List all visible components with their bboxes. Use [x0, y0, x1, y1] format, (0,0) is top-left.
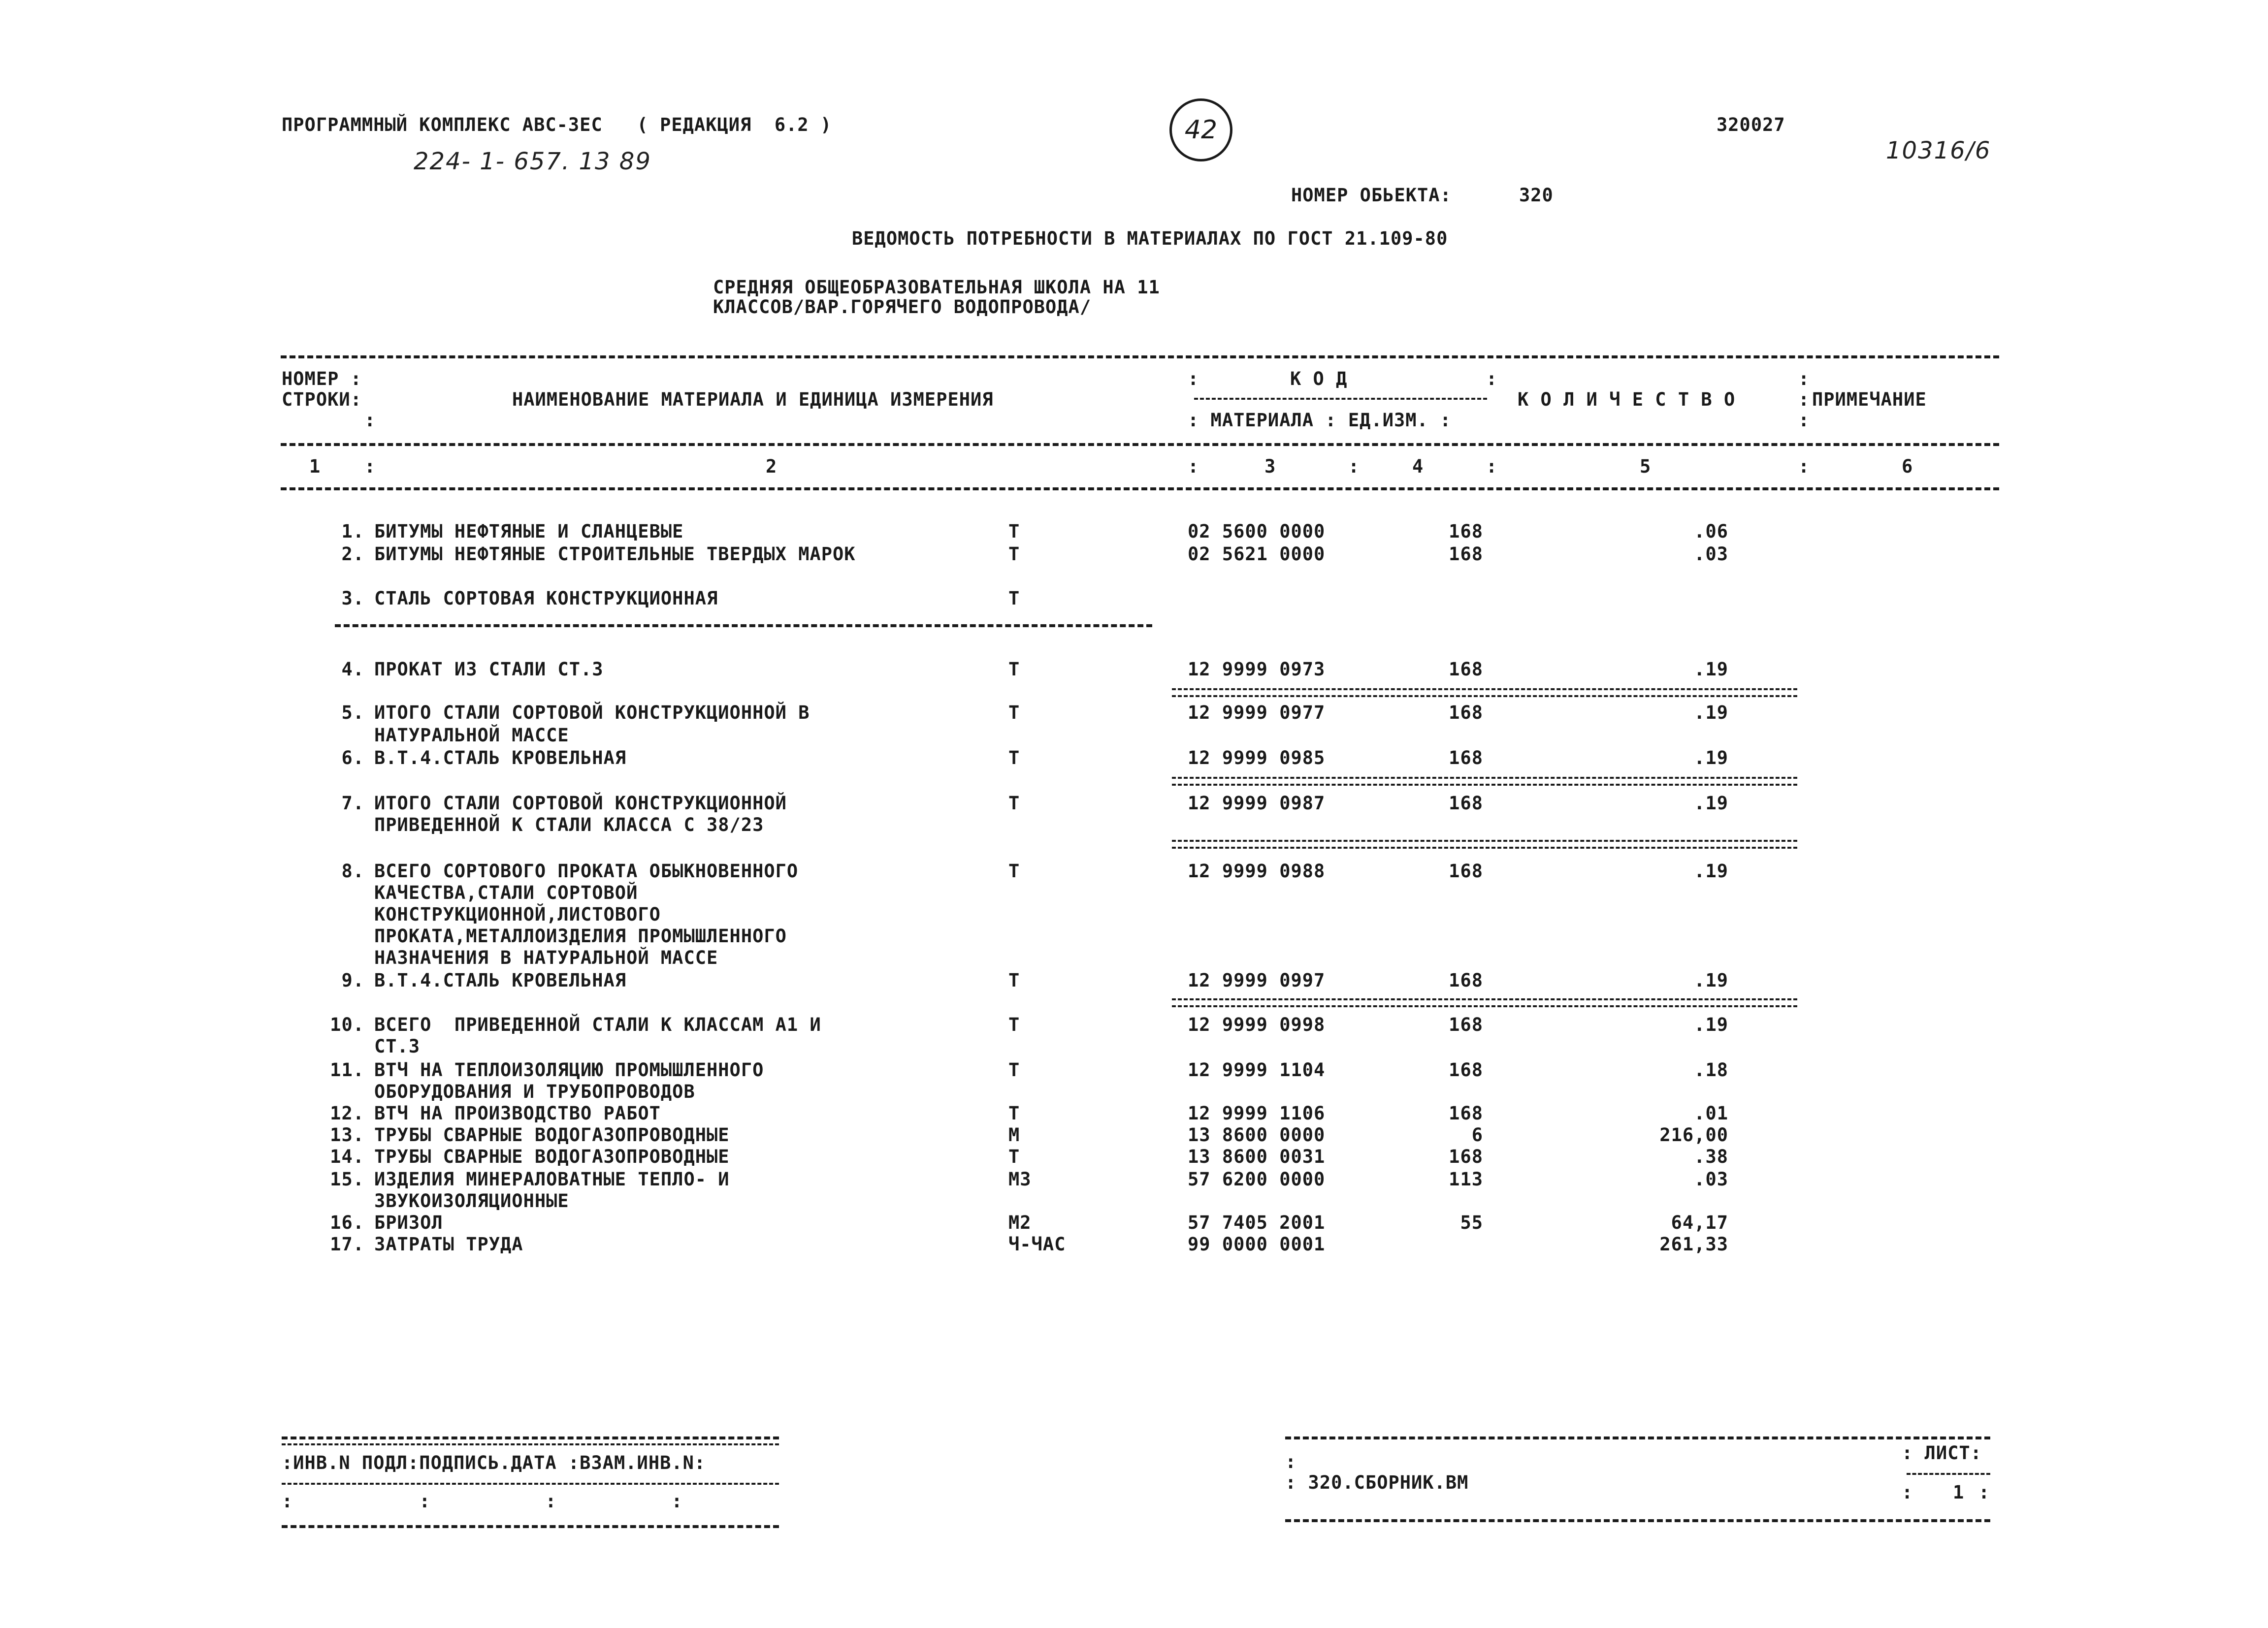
material-name: НАЗНАЧЕНИЯ В НАТУРАЛЬНОЙ МАССЕ — [374, 947, 718, 968]
unit: Т — [1008, 1014, 1020, 1035]
table-row — [0, 861, 2268, 884]
sheet-label: : ЛИСТ: — [1902, 1442, 1982, 1464]
unit-code: 168 — [1449, 1146, 1483, 1167]
quantity: 64,17 — [1671, 1212, 1728, 1233]
material-code: 99 0000 0001 — [1188, 1234, 1326, 1255]
stamp-left-mid-rule — [282, 1483, 779, 1485]
material-code: 12 9999 0985 — [1188, 747, 1326, 768]
table-row — [0, 1212, 2268, 1236]
quantity: 216,00 — [1659, 1124, 1728, 1146]
unit-code: 168 — [1449, 1059, 1483, 1081]
table-row-continuation — [0, 904, 2268, 927]
col-code-subheader: : МАТЕРИАЛА : ЕД.ИЗМ. : — [1188, 410, 1452, 431]
material-name: ТРУБЫ СВАРНЫЕ ВОДОГАЗОПРОВОДНЫЕ — [374, 1146, 730, 1167]
table-row-continuation — [0, 882, 2268, 906]
file-name: : 320.СБОРНИК.ВМ — [1285, 1472, 1469, 1493]
table-row — [0, 970, 2268, 993]
total-double-rule — [1172, 840, 1797, 849]
unit-code: 113 — [1449, 1169, 1483, 1190]
stamp-left-top-rule-2 — [282, 1443, 779, 1445]
unit: Т — [1008, 970, 1020, 991]
quantity: .19 — [1694, 970, 1728, 991]
table-row-continuation — [0, 926, 2268, 949]
table-row — [0, 1124, 2268, 1148]
table-row — [0, 588, 2268, 611]
quantity: .01 — [1694, 1103, 1728, 1124]
unit-code: 168 — [1449, 1014, 1483, 1035]
material-code: 02 5600 0000 — [1188, 521, 1326, 542]
header-separator: : — [1486, 456, 1498, 477]
table-row-continuation — [0, 947, 2268, 971]
header-separator: : — [1798, 389, 1810, 410]
col-number-2: 2 — [766, 456, 778, 477]
material-name: ЗАТРАТЫ ТРУДА — [374, 1234, 523, 1255]
stamp-right-bottom-rule — [1285, 1519, 1990, 1522]
unit-code: 168 — [1449, 793, 1483, 814]
stamp-empty-cells: : : : : — [282, 1491, 683, 1512]
material-name: ВСЕГО СОРТОВОГО ПРОКАТА ОБЫКНОВЕННОГО — [374, 861, 799, 882]
row-number: 13. — [330, 1124, 364, 1146]
unit: Т — [1008, 1146, 1020, 1167]
quantity: .19 — [1694, 702, 1728, 723]
quantity: 261,33 — [1659, 1234, 1728, 1255]
col-number-4: 4 — [1412, 456, 1424, 477]
material-name: ТРУБЫ СВАРНЫЕ ВОДОГАЗОПРОВОДНЫЕ — [374, 1124, 730, 1146]
stamp-left-bottom-rule — [282, 1525, 779, 1528]
unit: Ч-ЧАС — [1008, 1234, 1066, 1255]
material-name: ВТЧ НА ТЕПЛОИЗОЛЯЦИЮ ПРОМЫШЛЕННОГО — [374, 1059, 764, 1081]
header-separator: : — [1188, 368, 1199, 389]
unit: Т — [1008, 747, 1020, 768]
material-code: 12 9999 0973 — [1188, 659, 1326, 680]
unit: М2 — [1008, 1212, 1032, 1233]
material-name: В.Т.4.СТАЛЬ КРОВЕЛЬНАЯ — [374, 747, 627, 768]
col-name-header: НАИМЕНОВАНИЕ МАТЕРИАЛА И ЕДИНИЦА ИЗМЕРЕНИЯ — [512, 389, 994, 410]
col-note-header: ПРИМЕЧАНИЕ — [1812, 389, 1927, 410]
table-top-rule — [281, 355, 1999, 358]
material-code: 12 9999 0998 — [1188, 1014, 1326, 1035]
row-number: 5. — [341, 702, 364, 723]
material-code: 12 9999 1106 — [1188, 1103, 1326, 1124]
code-subheader-rule — [1194, 398, 1487, 400]
quantity: .19 — [1694, 861, 1728, 882]
table-row — [0, 1059, 2268, 1083]
header-separator: : — [364, 410, 376, 431]
material-name: КАЧЕСТВА,СТАЛИ СОРТОВОЙ — [374, 882, 638, 903]
table-row-continuation — [0, 725, 2268, 748]
row-number: 7. — [341, 793, 364, 814]
unit: Т — [1008, 702, 1020, 723]
quantity: .18 — [1694, 1059, 1728, 1081]
material-code: 02 5621 0000 — [1188, 543, 1326, 565]
stamp-separator: : — [1285, 1451, 1297, 1472]
document-title: ВЕДОМОСТЬ ПОТРЕБНОСТИ В МАТЕРИАЛАХ ПО ГОСТ 21.109-80 — [852, 228, 1448, 249]
material-code: 12 9999 0977 — [1188, 702, 1326, 723]
table-row — [0, 1234, 2268, 1257]
material-name: ВТЧ НА ПРОИЗВОДСТВО РАБОТ — [374, 1103, 661, 1124]
table-row — [0, 1169, 2268, 1192]
material-name: БИТУМЫ НЕФТЯНЫЕ И СЛАНЦЕВЫЕ — [374, 521, 684, 542]
header-separator: : — [1348, 456, 1360, 477]
total-double-rule — [1172, 777, 1797, 786]
row-number: 16. — [330, 1212, 364, 1233]
program-name: ПРОГРАММНЫЙ КОМПЛЕКС АВС-3ЕС ( РЕДАКЦИЯ 6.2 ) — [282, 114, 832, 135]
unit: Т — [1008, 1059, 1020, 1081]
table-row — [0, 1014, 2268, 1038]
table-row-continuation — [0, 1190, 2268, 1214]
quantity: .19 — [1694, 659, 1728, 680]
row-number: 10. — [330, 1014, 364, 1035]
total-double-rule — [1172, 998, 1797, 1007]
row-number: 6. — [341, 747, 364, 768]
unit-code: 168 — [1449, 861, 1483, 882]
table-row — [0, 702, 2268, 726]
col-number-3: 3 — [1264, 456, 1276, 477]
material-name: ИТОГО СТАЛИ СОРТОВОЙ КОНСТРУКЦИОННОЙ — [374, 793, 787, 814]
table-row — [0, 1146, 2268, 1170]
material-code: 12 9999 0987 — [1188, 793, 1326, 814]
unit: Т — [1008, 521, 1020, 542]
material-name: СТАЛЬ СОРТОВАЯ КОНСТРУКЦИОННАЯ — [374, 588, 718, 609]
table-row — [0, 659, 2268, 682]
page-number: 42 — [1184, 115, 1218, 145]
col-number-1: 1 — [309, 456, 321, 477]
page-number-circle — [1169, 98, 1232, 161]
unit-code: 168 — [1449, 521, 1483, 542]
table-row-continuation — [0, 814, 2268, 838]
quantity: .38 — [1694, 1146, 1728, 1167]
unit: М3 — [1008, 1169, 1032, 1190]
quantity: .06 — [1694, 521, 1728, 542]
material-code: 57 6200 0000 — [1188, 1169, 1326, 1190]
subtitle-line-1: СРЕДНЯЯ ОБЩЕОБРАЗОВАТЕЛЬНАЯ ШКОЛА НА 11 — [713, 277, 1160, 298]
unit: Т — [1008, 861, 1020, 882]
stamp-left-top-rule — [282, 1436, 779, 1439]
quantity: .19 — [1694, 747, 1728, 768]
handwritten-archive-number: 10316/6 — [1886, 137, 1991, 164]
unit-code: 168 — [1449, 702, 1483, 723]
group-rule — [335, 624, 1152, 627]
subtitle-line-2: КЛАССОВ/ВАР.ГОРЯЧЕГО ВОДОПРОВОДА/ — [713, 296, 1092, 318]
row-number: 17. — [330, 1234, 364, 1255]
header-rule — [281, 443, 1999, 446]
col-quantity-header: К О Л И Ч Е С Т В О — [1518, 389, 1736, 410]
unit: Т — [1008, 793, 1020, 814]
sheet-number: 1 — [1953, 1482, 1965, 1503]
col-number-5: 5 — [1640, 456, 1652, 477]
material-code: 12 9999 0988 — [1188, 861, 1326, 882]
col-row-number-header-2: СТРОКИ: — [282, 389, 362, 410]
unit-code: 168 — [1449, 659, 1483, 680]
material-code: 57 7405 2001 — [1188, 1212, 1326, 1233]
table-row — [0, 543, 2268, 567]
header-separator: : — [1798, 410, 1810, 431]
material-name: КОНСТРУКЦИОННОЙ,ЛИСТОВОГО — [374, 904, 661, 925]
table-row — [0, 747, 2268, 771]
document-code: 320027 — [1717, 114, 1785, 135]
col-code-header: К О Д — [1290, 368, 1348, 389]
material-code: 13 8600 0031 — [1188, 1146, 1326, 1167]
row-number: 11. — [330, 1059, 364, 1081]
row-number: 1. — [341, 521, 364, 542]
material-code: 13 8600 0000 — [1188, 1124, 1326, 1146]
unit: Т — [1008, 1103, 1020, 1124]
material-name: СТ.3 — [374, 1036, 421, 1057]
row-number: 9. — [341, 970, 364, 991]
table-row — [0, 1103, 2268, 1126]
col-number-6: 6 — [1902, 456, 1913, 477]
stamp-labels: :ИНВ.N ПОДЛ:ПОДПИСЬ.ДАТА :ВЗАМ.ИНВ.N: — [282, 1452, 706, 1473]
material-name: ПРОКАТА,МЕТАЛЛОИЗДЕЛИЯ ПРОМЫШЛЕННОГО — [374, 926, 787, 947]
material-name: ПРОКАТ ИЗ СТАЛИ СТ.3 — [374, 659, 604, 680]
quantity: .19 — [1694, 1014, 1728, 1035]
material-name: ПРИВЕДЕННОЙ К СТАЛИ КЛАССА С 38/23 — [374, 814, 764, 835]
row-number: 15. — [330, 1169, 364, 1190]
header-separator: : — [1798, 456, 1810, 477]
unit: Т — [1008, 659, 1020, 680]
header-separator: : — [1188, 456, 1199, 477]
material-name: ЗВУКОИЗОЛЯЦИОННЫЕ — [374, 1190, 569, 1212]
sheet-rule — [1907, 1473, 1990, 1475]
material-name: ОБОРУДОВАНИЯ И ТРУБОПРОВОДОВ — [374, 1081, 695, 1102]
unit: Т — [1008, 543, 1020, 565]
material-name: НАТУРАЛЬНОЙ МАССЕ — [374, 725, 569, 746]
material-name: ВСЕГО ПРИВЕДЕННОЙ СТАЛИ К КЛАССАМ А1 И — [374, 1014, 821, 1035]
quantity: .03 — [1694, 543, 1728, 565]
unit-code: 168 — [1449, 1103, 1483, 1124]
material-name: ИЗДЕЛИЯ МИНЕРАЛОВАТНЫЕ ТЕПЛО- И — [374, 1169, 730, 1190]
header-separator: : — [1486, 368, 1498, 389]
stamp-separator: : — [1902, 1482, 1913, 1503]
table-row-continuation — [0, 1036, 2268, 1059]
stamp-separator: : — [1978, 1482, 1990, 1503]
row-number: 3. — [341, 588, 364, 609]
header-separator: : — [1798, 368, 1810, 389]
unit-code: 168 — [1449, 747, 1483, 768]
unit-code: 168 — [1449, 543, 1483, 565]
unit: М — [1008, 1124, 1020, 1146]
row-number: 4. — [341, 659, 364, 680]
material-code: 12 9999 1104 — [1188, 1059, 1326, 1081]
row-number: 2. — [341, 543, 364, 565]
table-row — [0, 793, 2268, 816]
object-number: 320 — [1519, 185, 1554, 206]
unit-code: 168 — [1449, 970, 1483, 991]
stamp-right-top-rule — [1285, 1436, 1990, 1439]
col-row-number-header-1: НОМЕР : — [282, 368, 362, 389]
column-numbers-rule — [281, 487, 1999, 490]
material-code: 12 9999 0997 — [1188, 970, 1326, 991]
material-name: ИТОГО СТАЛИ СОРТОВОЙ КОНСТРУКЦИОННОЙ В — [374, 702, 810, 723]
unit-code: 6 — [1471, 1124, 1483, 1146]
quantity: .03 — [1694, 1169, 1728, 1190]
material-name: В.Т.4.СТАЛЬ КРОВЕЛЬНАЯ — [374, 970, 627, 991]
unit-code: 55 — [1460, 1212, 1483, 1233]
quantity: .19 — [1694, 793, 1728, 814]
header-separator: : — [364, 456, 376, 477]
object-label: НОМЕР ОБЬЕКТА: — [1291, 185, 1452, 206]
total-double-rule — [1172, 688, 1797, 697]
row-number: 8. — [341, 861, 364, 882]
material-name: БРИЗОЛ — [374, 1212, 443, 1233]
row-number: 12. — [330, 1103, 364, 1124]
table-row-continuation — [0, 1081, 2268, 1105]
material-name: БИТУМЫ НЕФТЯНЫЕ СТРОИТЕЛЬНЫЕ ТВЕРДЫХ МАРОК — [374, 543, 856, 565]
row-number: 14. — [330, 1146, 364, 1167]
table-row — [0, 521, 2268, 544]
handwritten-reference: 224- 1- 657. 13 89 — [414, 148, 651, 175]
unit: Т — [1008, 588, 1020, 609]
